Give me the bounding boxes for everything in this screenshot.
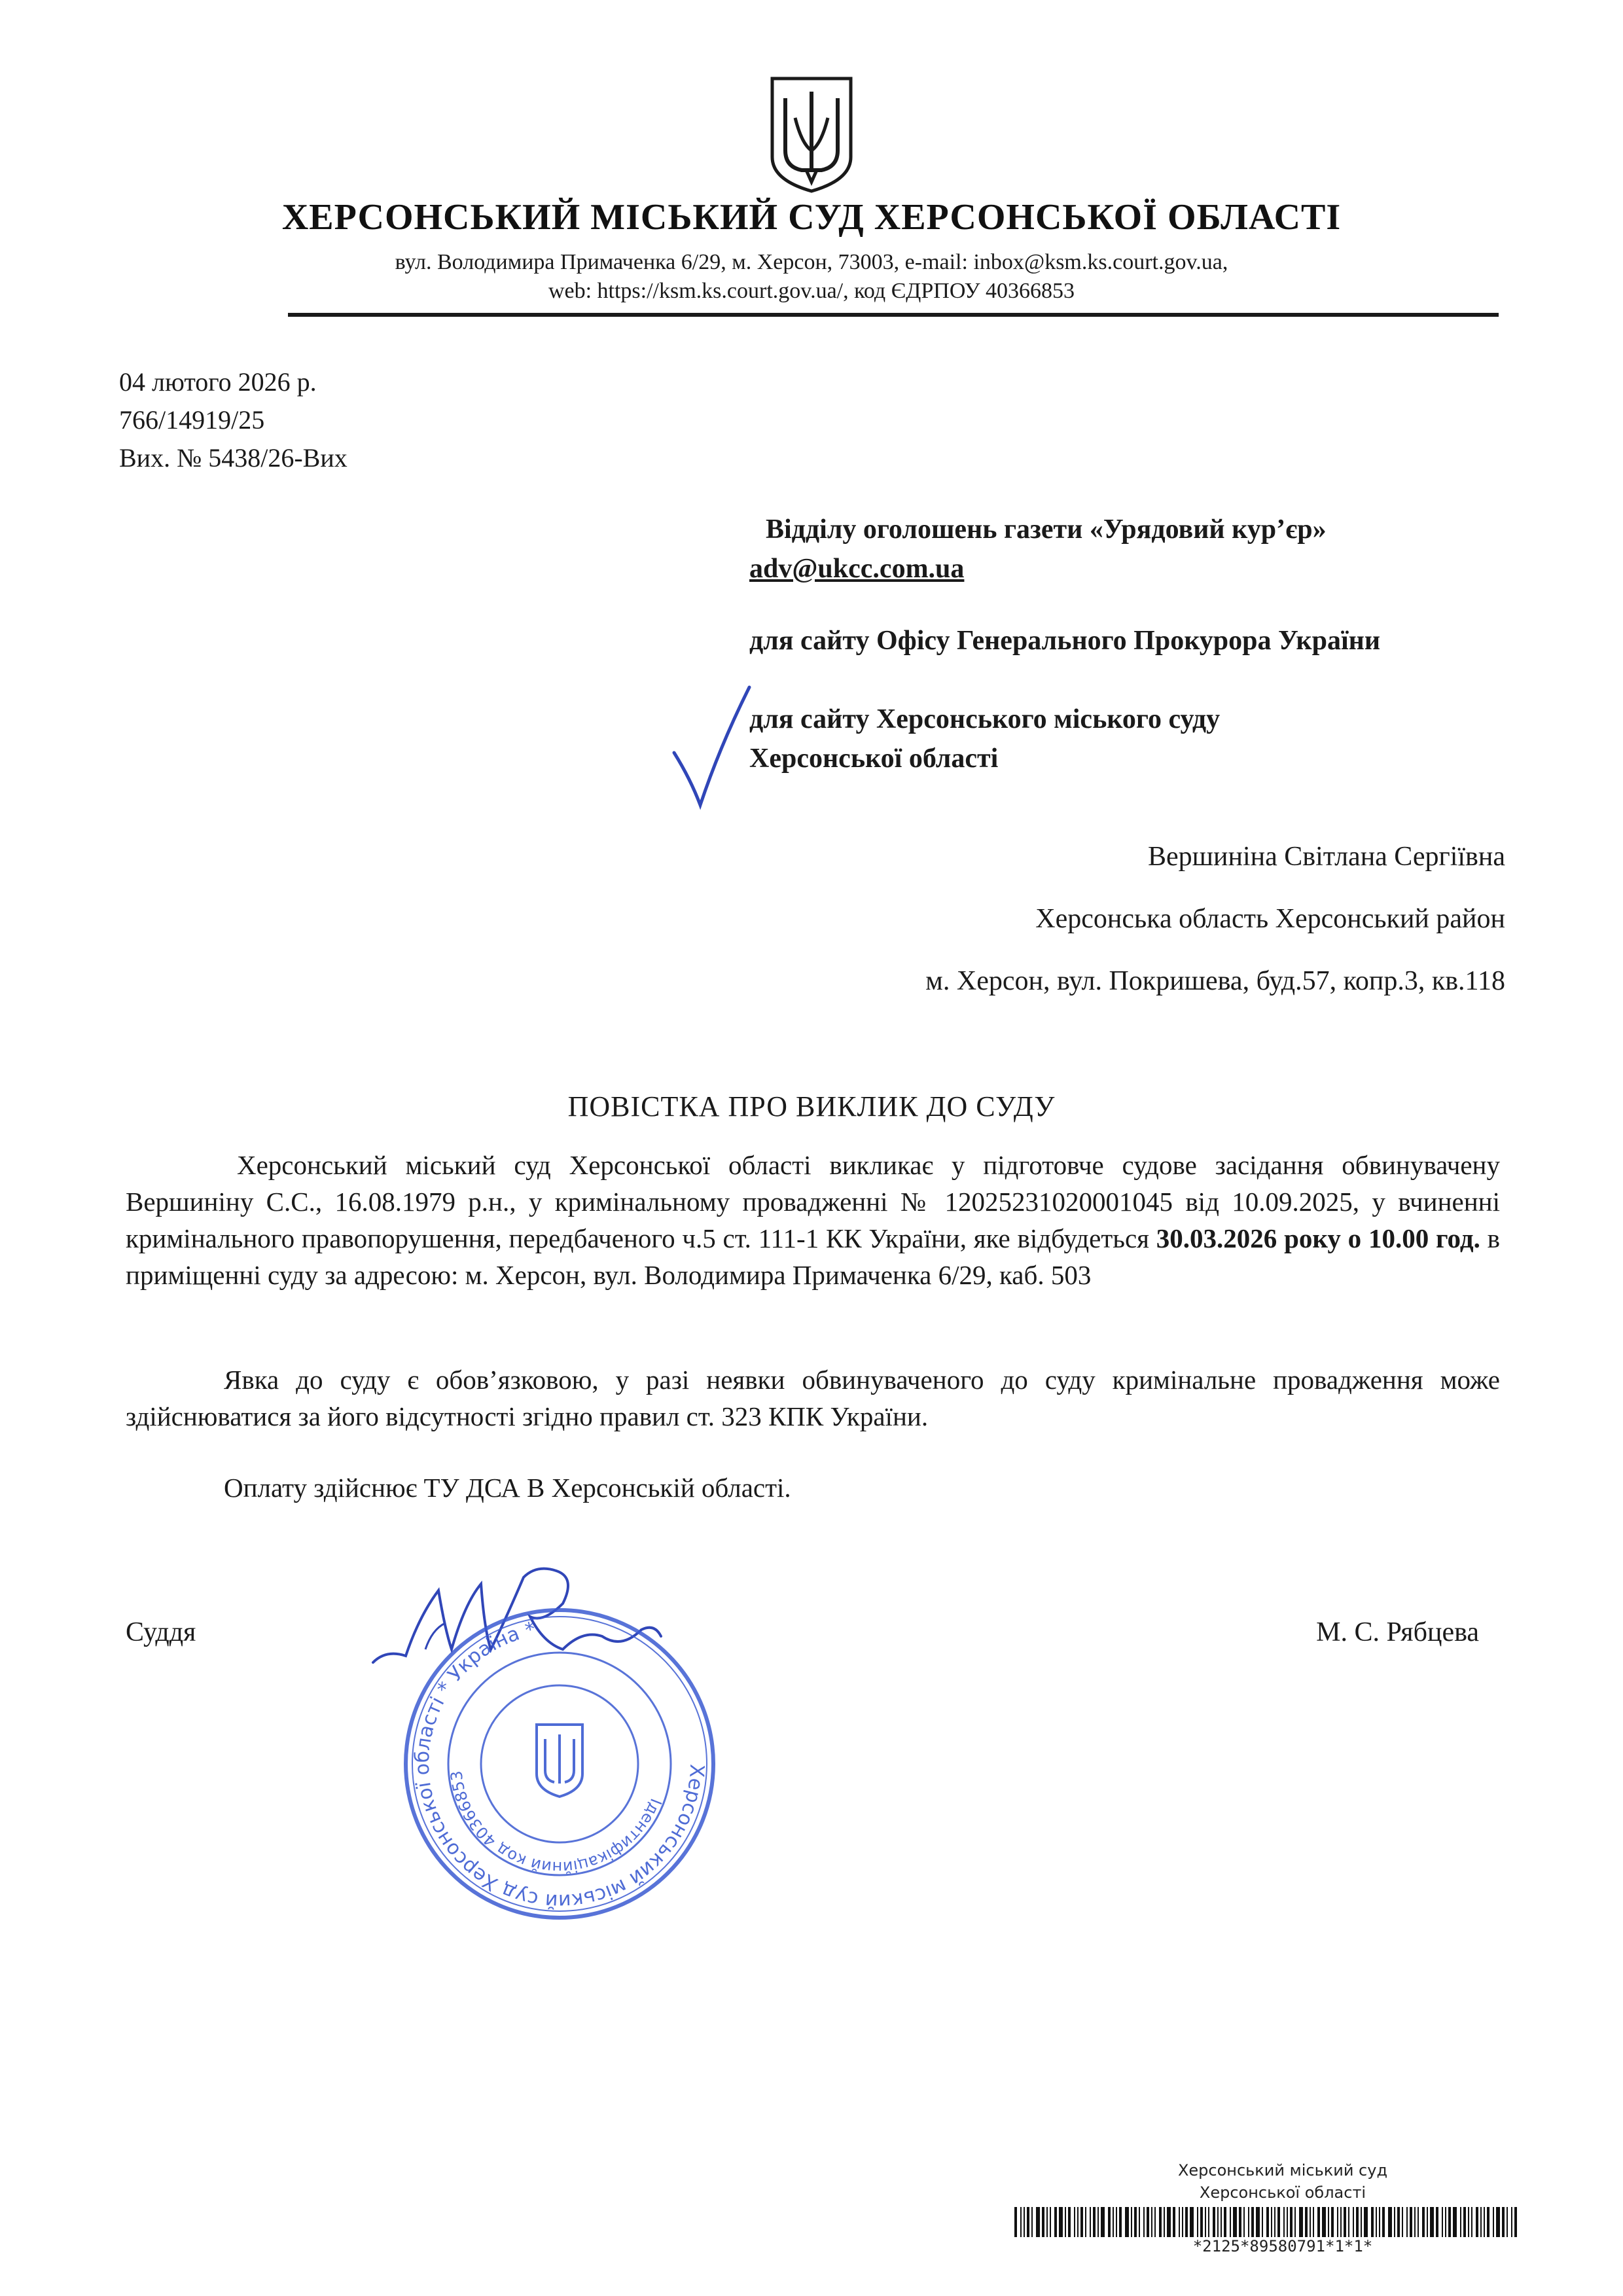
- barcode-bar: [1463, 2207, 1466, 2237]
- seal-outer-text: Херсонський міський суд Херсонської області * Україна *: [410, 1617, 709, 1913]
- barcode-bar: [1151, 2207, 1152, 2237]
- barcode-bar: [1348, 2207, 1349, 2237]
- recipient-email-link[interactable]: adv@ukcc.com.ua: [749, 554, 965, 584]
- barcode-bar: [1068, 2207, 1071, 2237]
- barcode-bar: [1496, 2207, 1500, 2237]
- barcode-bar: [1185, 2207, 1188, 2237]
- barcode-bar: [1200, 2207, 1203, 2237]
- barcode-bar: [1131, 2207, 1132, 2237]
- barcode-bar: [1197, 2207, 1198, 2237]
- document-date: 04 лютого 2026 р.: [119, 367, 317, 397]
- barcode-label-line1: Херсонський міський суд: [1177, 2161, 1388, 2179]
- barcode-bar: [1514, 2207, 1517, 2237]
- barcode-bar: [1379, 2207, 1380, 2237]
- checkmark-icon: [664, 681, 756, 812]
- barcode-bar: [1340, 2207, 1342, 2237]
- barcode-bar: [1361, 2207, 1362, 2237]
- barcode-bar: [1410, 2207, 1412, 2237]
- hearing-datetime: 30.03.2026 року о 10.00 год.: [1156, 1223, 1480, 1253]
- barcode-bar: [1224, 2207, 1226, 2237]
- barcode-bar: [1243, 2207, 1245, 2237]
- barcode-bar: [1271, 2207, 1272, 2237]
- barcode-bar: [1065, 2207, 1066, 2237]
- barcode-bar: [1239, 2207, 1241, 2237]
- barcode-bar: [1159, 2207, 1162, 2237]
- recipient-court-site-region: Херсонської області: [749, 744, 999, 774]
- seal-trident-icon: [537, 1725, 582, 1797]
- recipient-newspaper: Відділу оголошень газети «Урядовий кур’єр»: [766, 514, 1327, 545]
- barcode-bar: [1074, 2207, 1075, 2237]
- barcode-bar: [1480, 2207, 1482, 2237]
- barcode-bar: [1427, 2207, 1428, 2237]
- barcode-bar: [1024, 2207, 1025, 2237]
- barcode-bar: [1388, 2207, 1392, 2237]
- barcode-bar: [1484, 2207, 1485, 2237]
- barcode-bar: [1476, 2207, 1478, 2237]
- barcode-bar: [1453, 2207, 1457, 2237]
- barcode-bar: [1036, 2207, 1040, 2237]
- barcode-bar: [1337, 2207, 1338, 2237]
- barcode-bar: [1507, 2207, 1508, 2237]
- barcode-bar: [1119, 2207, 1122, 2237]
- barcode-bar: [1290, 2207, 1293, 2237]
- barcode-bar: [1208, 2207, 1209, 2237]
- barcode-bar: [1164, 2207, 1165, 2237]
- barcode-bar: [1042, 2207, 1044, 2237]
- barcode-bar: [1248, 2207, 1249, 2237]
- barcode-bar: [1344, 2207, 1346, 2237]
- barcode-bar: [1287, 2207, 1288, 2237]
- barcode-bar: [1364, 2207, 1368, 2237]
- barcode-bar: [1460, 2207, 1461, 2237]
- barcode-bar: [1190, 2207, 1194, 2237]
- judge-role-label: Суддя: [126, 1617, 196, 1647]
- barcode-bar: [1108, 2207, 1111, 2237]
- barcode-bar: [1116, 2207, 1117, 2237]
- barcode-bar: [1205, 2207, 1206, 2237]
- barcode-bar: [1251, 2207, 1254, 2237]
- barcode-bar: [1167, 2207, 1171, 2237]
- barcode-bar: [1371, 2207, 1374, 2237]
- barcode-bar: [1445, 2207, 1446, 2237]
- barcode-bar: [1179, 2207, 1180, 2237]
- barcode: [1014, 2207, 1518, 2237]
- barcode-bar: [1113, 2207, 1114, 2237]
- addressee-street: м. Херсон, вул. Покришева, буд.57, копр.3, кв.118: [925, 966, 1505, 996]
- summons-paragraph-1: [126, 1147, 1500, 1293]
- barcode-bar: [1322, 2207, 1326, 2237]
- barcode-bar: [1143, 2207, 1145, 2237]
- header-divider: [288, 313, 1499, 317]
- barcode-bar: [1328, 2207, 1329, 2237]
- barcode-bar: [1050, 2207, 1051, 2237]
- barcode-bar: [1283, 2207, 1285, 2237]
- barcode-bar: [1418, 2207, 1419, 2237]
- barcode-bar: [1317, 2207, 1320, 2237]
- barcode-bar: [1294, 2207, 1296, 2237]
- barcode-bar: [1305, 2207, 1308, 2237]
- barcode-bar: [1125, 2207, 1129, 2237]
- barcode-bar: [1471, 2207, 1472, 2237]
- addressee-region: Херсонська область Херсонський район: [1035, 904, 1505, 934]
- barcode-bar: [1274, 2207, 1275, 2237]
- barcode-bar: [1233, 2207, 1237, 2237]
- barcode-bar: [1173, 2207, 1175, 2237]
- barcode-bar: [1277, 2207, 1280, 2237]
- barcode-bar: [1406, 2207, 1408, 2237]
- barcode-bar: [1154, 2207, 1156, 2237]
- barcode-bar: [1077, 2207, 1079, 2237]
- barcode-bar: [1031, 2207, 1033, 2237]
- case-number: 766/14919/25: [119, 405, 265, 435]
- barcode-bar: [1376, 2207, 1377, 2237]
- barcode-label-line2: Херсонської області: [1199, 2183, 1366, 2202]
- summons-p1-location: в приміщенні суду за адресою: м. Херсон, вул. Володимира Примаченка 6/29, каб. 503: [126, 1223, 1500, 1290]
- barcode-bar: [1256, 2207, 1260, 2237]
- barcode-bar: [1402, 2207, 1403, 2237]
- barcode-bar: [1266, 2207, 1269, 2237]
- barcode-bar: [1059, 2207, 1063, 2237]
- summons-paragraph-3: Оплату здійснює ТУ ДСА В Херсонській області.: [224, 1473, 791, 1503]
- barcode-bar: [1027, 2207, 1029, 2237]
- court-address-line1: вул. Володимира Примаченка 6/29, м. Херсон, 73003, e-mail: inbox@ksm.ks.court.gov.ua,: [395, 250, 1228, 274]
- barcode-bar: [1139, 2207, 1140, 2237]
- barcode-bar: [1054, 2207, 1057, 2237]
- barcode-bar: [1353, 2207, 1354, 2237]
- barcode-bar: [1442, 2207, 1443, 2237]
- barcode-bar: [1356, 2207, 1359, 2237]
- barcode-bar: [1331, 2207, 1334, 2237]
- court-address-line2: web: https://ksm.ks.court.gov.ua/, код ЄДРПОУ 40366853: [548, 279, 1075, 303]
- barcode-bar: [1101, 2207, 1105, 2237]
- barcode-bar: [1511, 2207, 1512, 2237]
- trident-emblem-icon: [766, 72, 857, 196]
- barcode-bar: [1436, 2207, 1438, 2237]
- summons-title: ПОВІСТКА ПРО ВИКЛИК ДО СУДУ: [567, 1090, 1056, 1122]
- barcode-bar: [1046, 2207, 1048, 2237]
- barcode-bar: [1382, 2207, 1385, 2237]
- barcode-bar: [1134, 2207, 1137, 2237]
- addressee-name: Вершиніна Світлана Сергіївна: [1148, 842, 1505, 872]
- barcode-bar: [1493, 2207, 1494, 2237]
- barcode-bar: [1090, 2207, 1091, 2237]
- barcode-bar: [1221, 2207, 1222, 2237]
- seal-inner-text: Ідентифікаційний код 40366853: [447, 1770, 666, 1877]
- barcode-bar: [1097, 2207, 1099, 2237]
- barcode-bar: [1093, 2207, 1096, 2237]
- barcode-bar: [1397, 2207, 1400, 2237]
- barcode-code: *2125*89580791*1*1*: [1192, 2237, 1373, 2255]
- recipient-prosecutor-site: для сайту Офісу Генерального Прокурора України: [749, 626, 1381, 656]
- outgoing-number: Вих. № 5438/26-Вих: [119, 443, 348, 473]
- barcode-bar: [1080, 2207, 1083, 2237]
- barcode-bar: [1502, 2207, 1505, 2237]
- barcode-bar: [1430, 2207, 1434, 2237]
- barcode-bar: [1020, 2207, 1022, 2237]
- barcode-bar: [1448, 2207, 1451, 2237]
- barcode-bar: [1147, 2207, 1149, 2237]
- barcode-bar: [1310, 2207, 1311, 2237]
- court-seal-stamp: [396, 1600, 723, 1928]
- summons-paragraph-2: Явка до суду є обов’язковою, у разі неявки обвинуваченого до суду кримінальне провадження може здійснюватися за його відсутності згідно правил ст. 323 КПК України.: [126, 1365, 1500, 1431]
- barcode-bar: [1299, 2207, 1303, 2237]
- barcode-bar: [1487, 2207, 1489, 2237]
- judge-name: М. С. Рябцева: [1316, 1617, 1479, 1647]
- barcode-bar: [1014, 2207, 1017, 2237]
- barcode-bar: [1230, 2207, 1231, 2237]
- barcode-bar: [1468, 2207, 1469, 2237]
- barcode-bar: [1414, 2207, 1416, 2237]
- barcode-bar: [1217, 2207, 1219, 2237]
- barcode-bar: [1213, 2207, 1215, 2237]
- court-name: ХЕРСОНСЬКИЙ МІСЬКИЙ СУД ХЕРСОНСЬКОЇ ОБЛАСТІ: [281, 197, 1342, 238]
- barcode-bar: [1085, 2207, 1086, 2237]
- barcode-bar: [1394, 2207, 1395, 2237]
- summons-p1-text: Херсонський міський суд Херсонської області викликає у підготовче судове засідання обвинувачену Вершиніну С.С., 16.08.1979 р.н., у кримінальному провадженні № 12025231020001045 від 10.09.2025, у вчиненні кримінального правопорушення, передбаченого ч.5 ст. 111-1 КК України, яке відбудеться: [126, 1150, 1500, 1253]
- barcode-bar: [1422, 2207, 1425, 2237]
- barcode-bar: [1262, 2207, 1263, 2237]
- barcode-bar: [1313, 2207, 1314, 2237]
- barcode-bar: [1182, 2207, 1183, 2237]
- recipient-court-site: для сайту Херсонського міського суду: [749, 704, 1221, 734]
